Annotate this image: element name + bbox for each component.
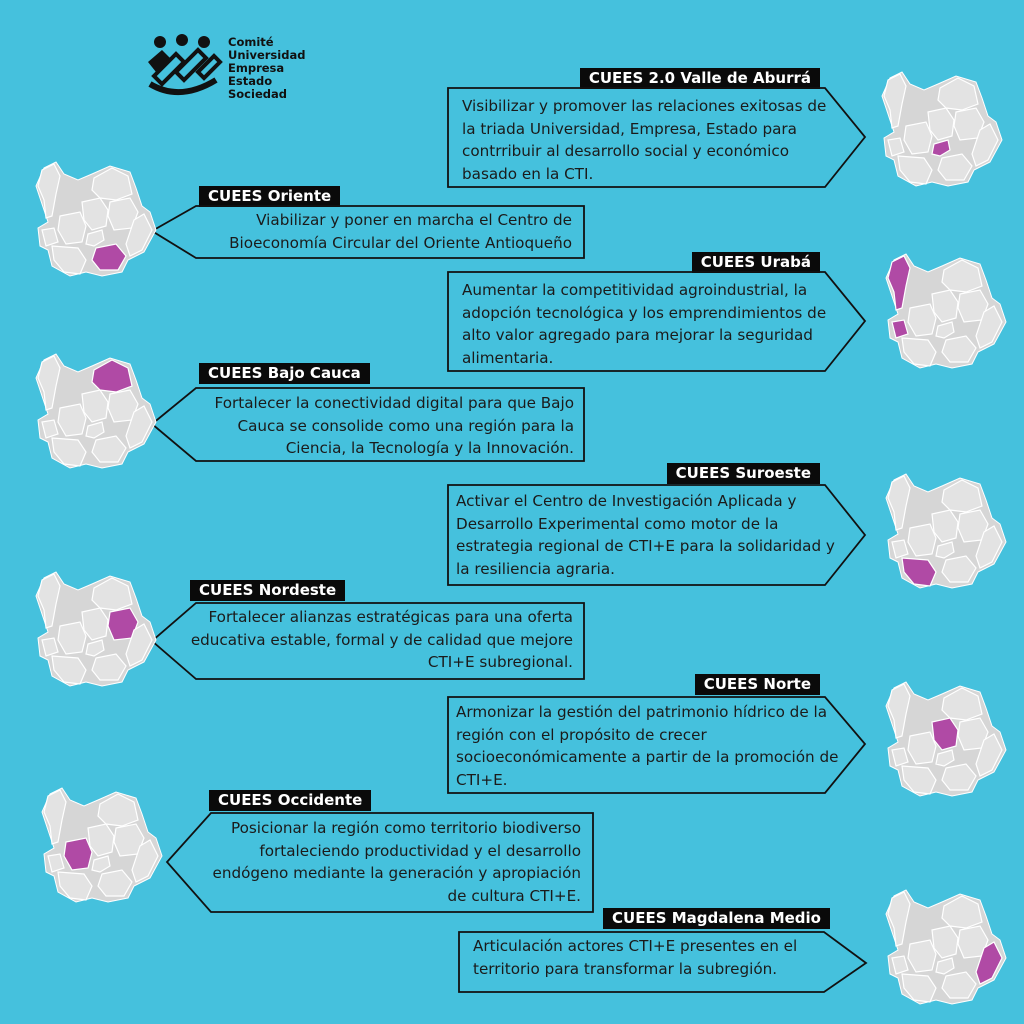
card-text: Viabilizar y poner en marcha el Centro de Bioeconomía Circular del Oriente Antioqueño [229, 211, 572, 252]
card-label: CUEES Magdalena Medio [603, 908, 830, 929]
map-nordeste [30, 570, 160, 690]
map-norte [880, 680, 1010, 800]
cuees-logo [140, 32, 320, 112]
card-label: CUEES Nordeste [190, 580, 345, 601]
card-text: Posicionar la región como territorio biodiverso fortaleciendo productividad y el desarrollo endógeno mediante la generación y apropiación de cultura CTI+E. [212, 819, 581, 905]
map-valle-de-aburra [876, 70, 1006, 190]
card-label: CUEES Suroeste [667, 463, 820, 484]
card-valle-de-aburra [447, 68, 867, 190]
card-text: Fortalecer alianzas estratégicas para una oferta educativa estable, formal y de calidad que mejore CTI+E subregional. [190, 608, 573, 671]
logo-line: Estado [228, 74, 273, 88]
logo-line: Empresa [228, 61, 285, 75]
card-text: Activar el Centro de Investigación Aplicada y Desarrollo Experimental como motor de la estrategia regional de CTI+E para la solidaridad y la resiliencia agraria. [456, 492, 835, 578]
logo-line: Sociedad [228, 87, 287, 101]
card-occidente [165, 790, 595, 916]
map-occidente [36, 786, 166, 906]
card-suroeste [447, 463, 867, 587]
map-oriente [30, 160, 160, 280]
card-label: CUEES Urabá [692, 252, 820, 273]
card-label: CUEES Bajo Cauca [199, 363, 370, 384]
logo-text [228, 36, 305, 101]
card-text: Aumentar la competitividad agroindustrial, la adopción tecnológica y los emprendimientos de alto valor agregado para mejorar la seguridad alimentaria. [462, 281, 827, 367]
logo-line: Comité [228, 35, 274, 49]
map-uraba [880, 252, 1010, 372]
card-bajo-cauca [150, 363, 586, 463]
logo-line: Universidad [228, 48, 306, 62]
card-magdalena-medio [458, 908, 868, 994]
map-suroeste [880, 472, 1010, 592]
card-norte [447, 674, 867, 796]
card-text: Fortalecer la conectividad digital para que Bajo Cauca se consolide como una región para la Ciencia, la Tecnología y la Innovación. [214, 394, 574, 457]
card-text: Armonizar la gestión del patrimonio hídrico de la región con el propósito de crecer socioeconómicamente a partir de la promoción de CTI+E. [456, 703, 839, 789]
card-uraba [447, 252, 867, 374]
card-label: CUEES Oriente [199, 186, 340, 207]
card-label: CUEES Occidente [209, 790, 371, 811]
card-label: CUEES Norte [695, 674, 820, 695]
card-nordeste [150, 580, 586, 682]
map-magdalena-medio [880, 888, 1010, 1008]
cuees-logo-icon [140, 32, 224, 102]
card-text: Articulación actores CTI+E presentes en el territorio para transformar la subregión. [473, 937, 798, 978]
card-text: Visibilizar y promover las relaciones exitosas de la triada Universidad, Empresa, Estado para contrribuir al desarrollo social y económico basado en la CTI. [462, 97, 827, 183]
card-label: CUEES 2.0 Valle de Aburrá [580, 68, 820, 89]
map-bajo-cauca [30, 352, 160, 472]
card-oriente [150, 186, 586, 262]
